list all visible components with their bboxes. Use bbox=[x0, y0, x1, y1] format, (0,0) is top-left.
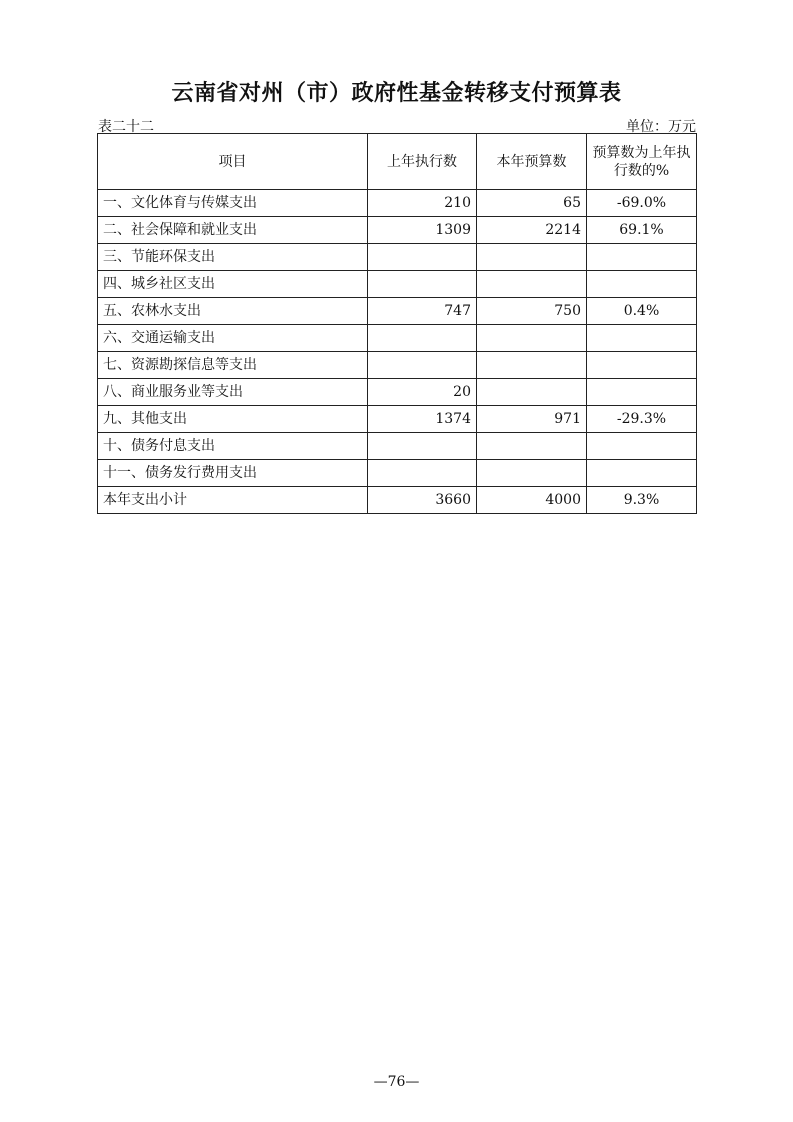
row-this-year bbox=[477, 352, 587, 379]
table-row bbox=[98, 325, 697, 352]
header-last-year: 上年执行数 bbox=[368, 134, 477, 190]
table-row bbox=[98, 271, 697, 298]
row-last-year: 1309 bbox=[368, 217, 477, 244]
row-item: 六、交通运输支出 bbox=[98, 325, 368, 352]
row-this-year bbox=[477, 460, 587, 487]
unit-label: 单位：万元 bbox=[626, 119, 696, 135]
table-row-subtotal bbox=[98, 487, 697, 514]
header-this-year: 本年预算数 bbox=[477, 134, 587, 190]
table-row bbox=[98, 406, 697, 433]
row-last-year: 1374 bbox=[368, 406, 477, 433]
table-number: 表二十二 bbox=[98, 119, 154, 135]
row-item: 八、商业服务业等支出 bbox=[98, 379, 368, 406]
row-last-year: 747 bbox=[368, 298, 477, 325]
row-item: 本年支出小计 bbox=[98, 487, 368, 514]
row-last-year bbox=[368, 433, 477, 460]
table-row bbox=[98, 352, 697, 379]
table-row bbox=[98, 460, 697, 487]
row-this-year bbox=[477, 433, 587, 460]
row-ratio bbox=[587, 352, 697, 379]
row-item: 十、债务付息支出 bbox=[98, 433, 368, 460]
row-item: 二、社会保障和就业支出 bbox=[98, 217, 368, 244]
table-row bbox=[98, 217, 697, 244]
row-ratio: 0.4% bbox=[587, 298, 697, 325]
row-last-year bbox=[368, 352, 477, 379]
row-item: 七、资源勘探信息等支出 bbox=[98, 352, 368, 379]
row-this-year: 65 bbox=[477, 190, 587, 217]
table-row bbox=[98, 433, 697, 460]
row-last-year: 20 bbox=[368, 379, 477, 406]
row-item: 十一、债务发行费用支出 bbox=[98, 460, 368, 487]
row-ratio bbox=[587, 460, 697, 487]
row-ratio: 9.3% bbox=[587, 487, 697, 514]
row-ratio bbox=[587, 244, 697, 271]
row-item: 九、其他支出 bbox=[98, 406, 368, 433]
row-this-year bbox=[477, 325, 587, 352]
row-item: 四、城乡社区支出 bbox=[98, 271, 368, 298]
row-ratio: 69.1% bbox=[587, 217, 697, 244]
row-last-year: 3660 bbox=[368, 487, 477, 514]
row-item: 三、节能环保支出 bbox=[98, 244, 368, 271]
row-last-year bbox=[368, 460, 477, 487]
header-item: 项目 bbox=[98, 134, 368, 190]
row-ratio bbox=[587, 433, 697, 460]
row-this-year bbox=[477, 379, 587, 406]
row-this-year: 971 bbox=[477, 406, 587, 433]
row-ratio bbox=[587, 379, 697, 406]
row-ratio: -69.0% bbox=[587, 190, 697, 217]
row-last-year bbox=[368, 325, 477, 352]
budget-table bbox=[97, 133, 697, 514]
row-ratio bbox=[587, 271, 697, 298]
table-row bbox=[98, 379, 697, 406]
row-item: 一、文化体育与传媒支出 bbox=[98, 190, 368, 217]
row-item: 五、农林水支出 bbox=[98, 298, 368, 325]
page-title: 云南省对州（市）政府性基金转移支付预算表 bbox=[171, 80, 622, 106]
table-row bbox=[98, 244, 697, 271]
page-number: —76— bbox=[373, 1074, 420, 1090]
row-this-year: 2214 bbox=[477, 217, 587, 244]
table-row bbox=[98, 190, 697, 217]
row-this-year bbox=[477, 271, 587, 298]
row-this-year: 750 bbox=[477, 298, 587, 325]
table-header-row bbox=[98, 134, 697, 190]
row-last-year bbox=[368, 271, 477, 298]
row-ratio bbox=[587, 325, 697, 352]
row-last-year: 210 bbox=[368, 190, 477, 217]
header-ratio: 预算数为上年执行数的% bbox=[587, 134, 697, 190]
row-this-year: 4000 bbox=[477, 487, 587, 514]
table-row bbox=[98, 298, 697, 325]
row-last-year bbox=[368, 244, 477, 271]
row-ratio: -29.3% bbox=[587, 406, 697, 433]
row-this-year bbox=[477, 244, 587, 271]
